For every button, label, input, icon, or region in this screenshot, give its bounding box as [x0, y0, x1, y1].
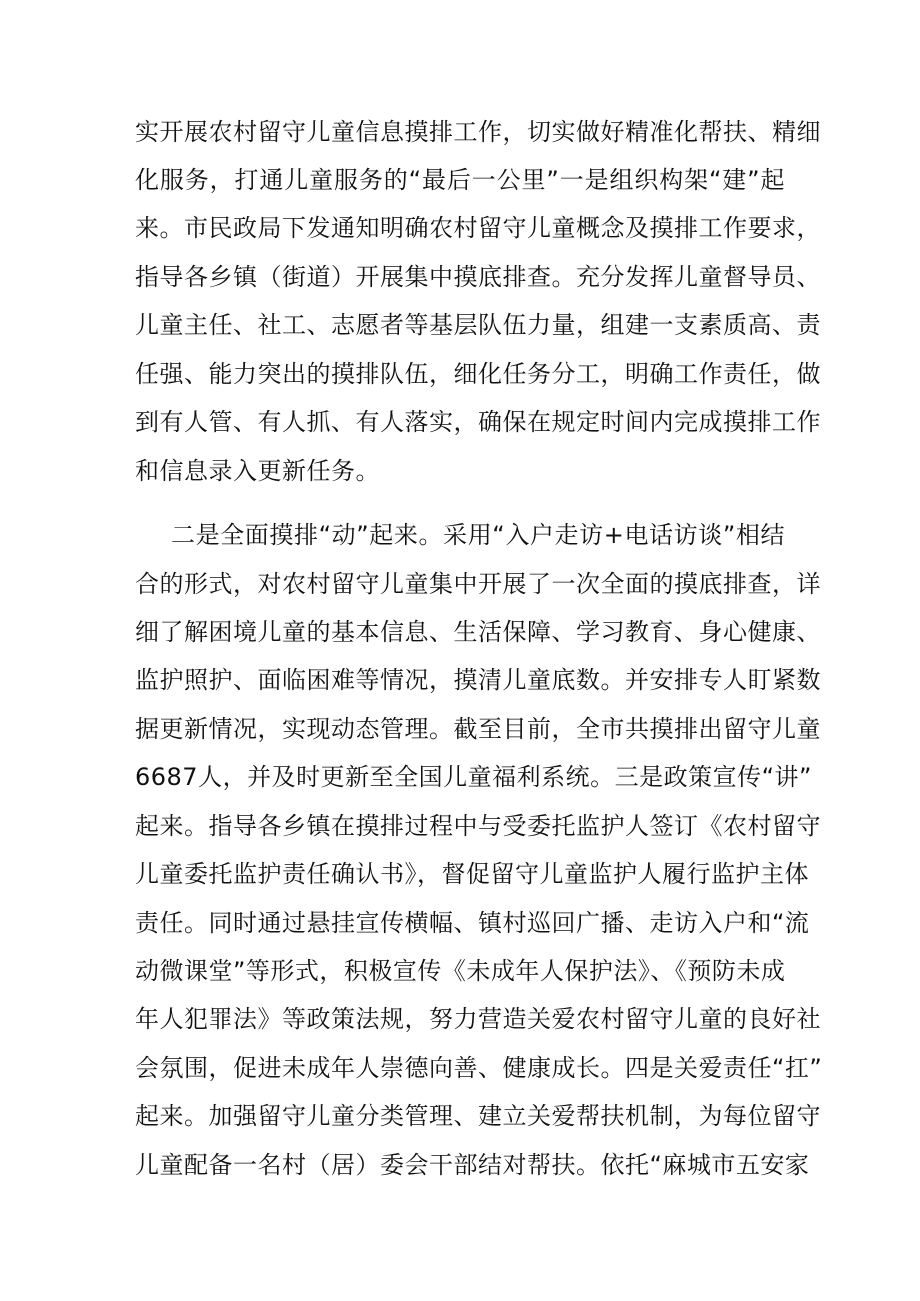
- paragraph-2-line-10: 动微课堂”等形式，积极宣传《未成年人保护法》、《预防未成: [135, 957, 786, 985]
- paragraph-1-line-8: 和信息录入更新任务。: [135, 457, 380, 485]
- paragraph-1-line-6: 任强、能力突出的摸排队伍，细化任务分工，明确工作责任，做: [135, 360, 821, 388]
- paragraph-1-line-3: 来。市民政局下发通知明确农村留守儿童概念及摸排工作要求，: [135, 214, 821, 242]
- paragraph-2-line-9: 责任。同时通过悬挂宣传横幅、镇村巡回广播、走访入户和“流: [135, 909, 810, 937]
- paragraph-1-line-7: 到有人管、有人抓、有人落实，确保在规定时间内完成摸排工作: [135, 408, 821, 436]
- paragraph-2-line-2: 合的形式，对农村留守儿童集中开展了一次全面的摸底排查，详: [135, 570, 821, 598]
- paragraph-2-line-8: 儿童委托监护责任确认书》，督促留守儿童监护人履行监护主体: [135, 860, 809, 888]
- paragraph-2-line-4: 监护照护、面临困难等情况，摸清儿童底数。并安排专人盯紧数: [135, 666, 821, 694]
- paragraph-1-line-2: 化服务，打通儿童服务的“最后一公里”一是组织构架“建”起: [135, 166, 785, 194]
- paragraph-2-line-14: 儿童配备一名村（居）委会干部结对帮扶。依托“麻城市五安家: [135, 1151, 810, 1179]
- paragraph-2-line-11: 年人犯罪法》等政策法规，努力营造关爱农村留守儿童的良好社: [135, 1005, 821, 1033]
- paragraph-2-line-12: 会氛围，促进未成年人崇德向善、健康成长。四是关爱责任“扛”: [135, 1054, 823, 1082]
- paragraph-2-line-13: 起来。加强留守儿童分类管理、建立关爱帮扶机制，为每位留守: [135, 1102, 821, 1130]
- paragraph-2-line-6: 6687人，并及时更新至全国儿童福利系统。三是政策宣传“讲”: [135, 763, 812, 791]
- paragraph-2-line-5: 据更新情况，实现动态管理。截至目前，全市共摸排出留守儿童: [135, 715, 821, 743]
- paragraph-1-line-1: 实开展农村留守儿童信息摸排工作，切实做好精准化帮扶、精细: [135, 118, 821, 146]
- paragraph-2-line-7: 起来。指导各乡镇在摸排过程中与受委托监护人签订《农村留守: [135, 812, 821, 840]
- paragraph-2-line-1: 二是全面摸排“动”起来。采用“入户走访+电话访谈”相结: [171, 521, 785, 549]
- paragraph-1-line-4: 指导各乡镇（街道）开展集中摸底排查。充分发挥儿童督导员、: [135, 263, 821, 291]
- paragraph-1-line-5: 儿童主任、社工、志愿者等基层队伍力量，组建一支素质高、责: [135, 311, 821, 339]
- paragraph-2-line-3: 细了解困境儿童的基本信息、生活保障、学习教育、身心健康、: [135, 618, 821, 646]
